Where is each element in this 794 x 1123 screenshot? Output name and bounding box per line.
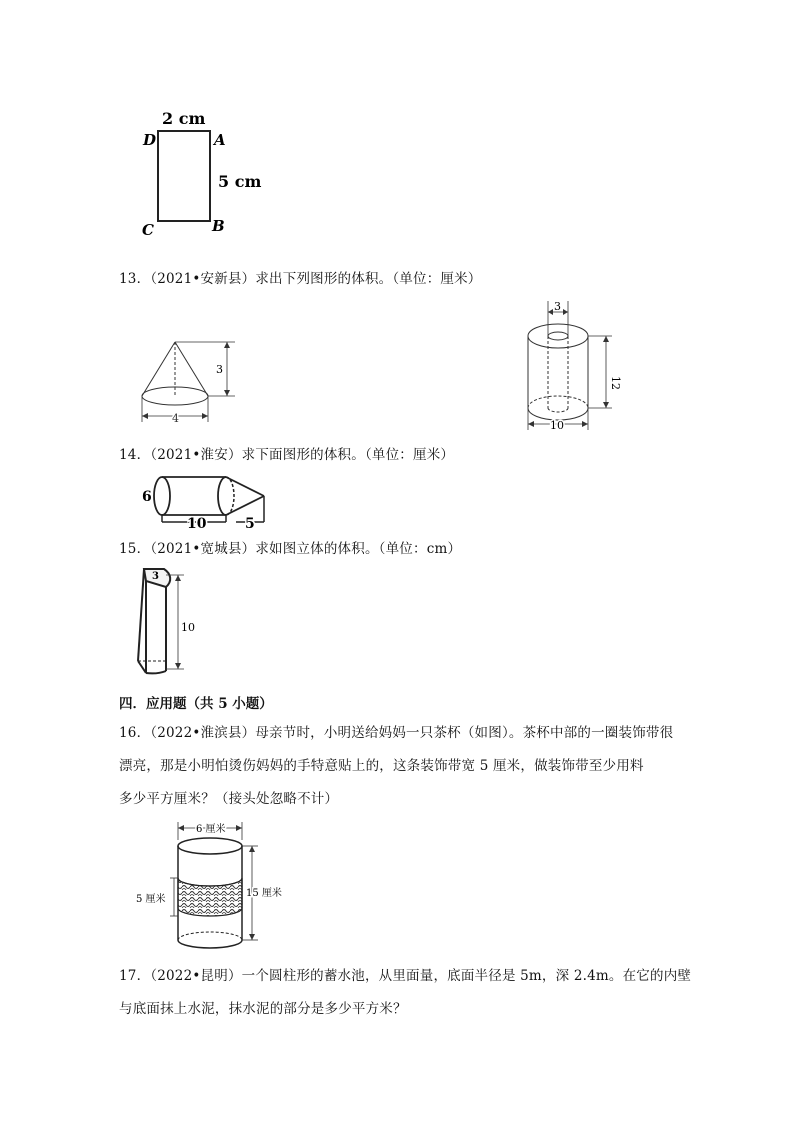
radius-label: 3 [152,571,159,582]
hollow-cylinder-figure [520,296,630,436]
corner-a-label: A [214,131,226,149]
corner-c-label: C [142,221,154,239]
question-17-line-2: 与底面抹上水泥，抹水泥的部分是多少平方米？ [119,1001,407,1017]
cone-figure [135,330,245,430]
corner-b-label: B [212,217,225,235]
cone-length-label: 5 [245,516,255,532]
cup-height-label: 15 厘米 [246,888,282,899]
cone-height-label: 3 [216,363,223,376]
tube-height-label: 12 [609,376,622,390]
question-15-text: 15．（2021•宽城县）求如图立体的体积。（单位：cm） [119,541,462,557]
section-4-heading: 四．应用题（共 5 小题） [119,696,273,712]
rect-top-label: 2 cm [162,109,206,128]
corner-d-label: D [143,131,157,149]
question-14-text: 14．（2021•淮安）求下面图形的体积。（单位：厘米） [119,447,455,463]
cup-diameter-label: 6 厘米 [196,824,226,835]
cone-diameter-label: 4 [172,412,179,425]
question-13-text: 13．（2021•安新县）求出下列图形的体积。（单位：厘米） [119,271,482,287]
tube-diameter-label: 10 [550,419,564,432]
tube-hole-label: 3 [554,300,561,313]
cylinder-cone-figure [140,472,275,532]
cylinder-length-label: 10 [187,516,207,532]
diameter-label: 6 [142,489,152,505]
question-16-line-2: 漂亮，那是小明怕烫伤妈妈的手特意贴上的，这条装饰带宽 5 厘米，做装饰带至少用料 [119,758,644,774]
height-label: 10 [181,621,195,634]
tea-cup-figure [134,818,294,954]
question-16-line-3: 多少平方厘米？（接头处忽略不计） [119,791,339,807]
question-16-line-1: 16．（2022•淮滨县）母亲节时，小明送给妈妈一只茶杯（如图）。茶杯中部的一圈装饰带很 [119,725,674,741]
band-width-label: 5 厘米 [136,894,166,905]
rectangle-figure [140,103,270,243]
question-17-line-1: 17．（2022•昆明）一个圆柱形的蓄水池，从里面量，底面半径是 5m，深 2.4m。在它的内壁 [119,968,692,984]
half-cylinder-figure [132,563,212,688]
rect-side-label: 5 cm [218,172,262,191]
